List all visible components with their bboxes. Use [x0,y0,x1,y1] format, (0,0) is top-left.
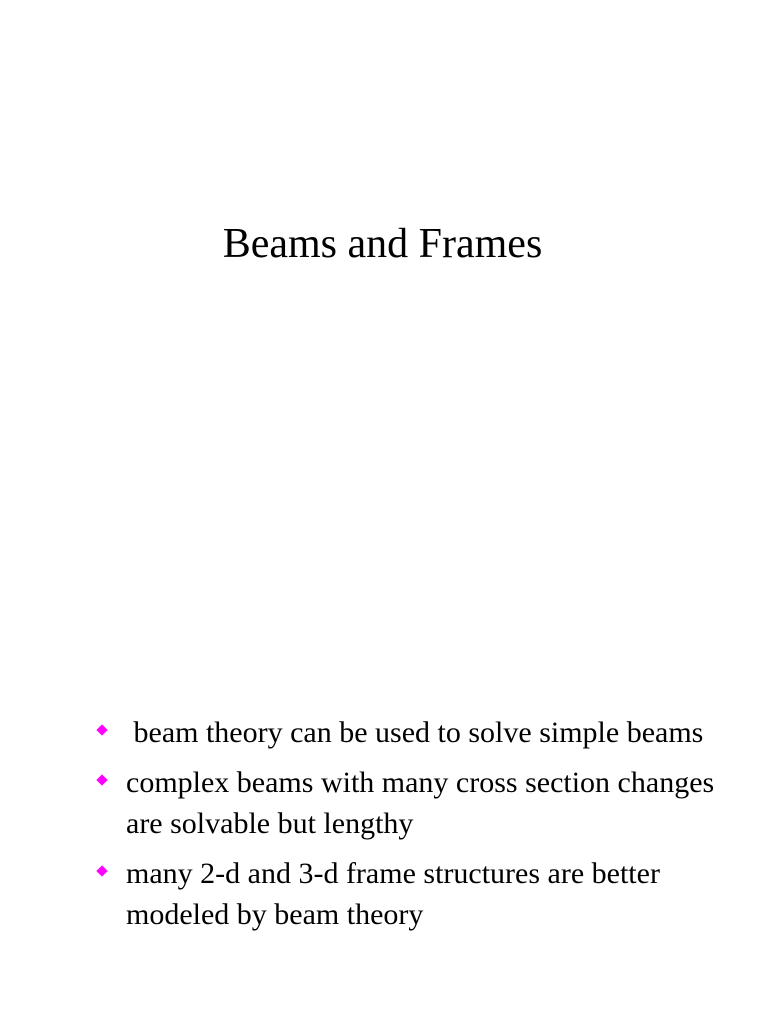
slide-title: Beams and Frames [222,221,543,267]
bullet-item [95,853,735,935]
diamond-bullet-icon [96,774,107,785]
diamond-bullet-icon [96,865,107,876]
bullet-item [95,762,735,844]
bullet-item [95,712,735,753]
bullet-text: complex beams with many cross section changes are solvable but lengthy [126,766,722,840]
bullet-text: many 2-d and 3-d frame structures are better modeled by beam theory [126,857,668,931]
bullet-text: beam theory can be used to solve simple beams [126,716,704,749]
diamond-bullet-icon [96,724,107,735]
bullet-list [95,712,735,944]
